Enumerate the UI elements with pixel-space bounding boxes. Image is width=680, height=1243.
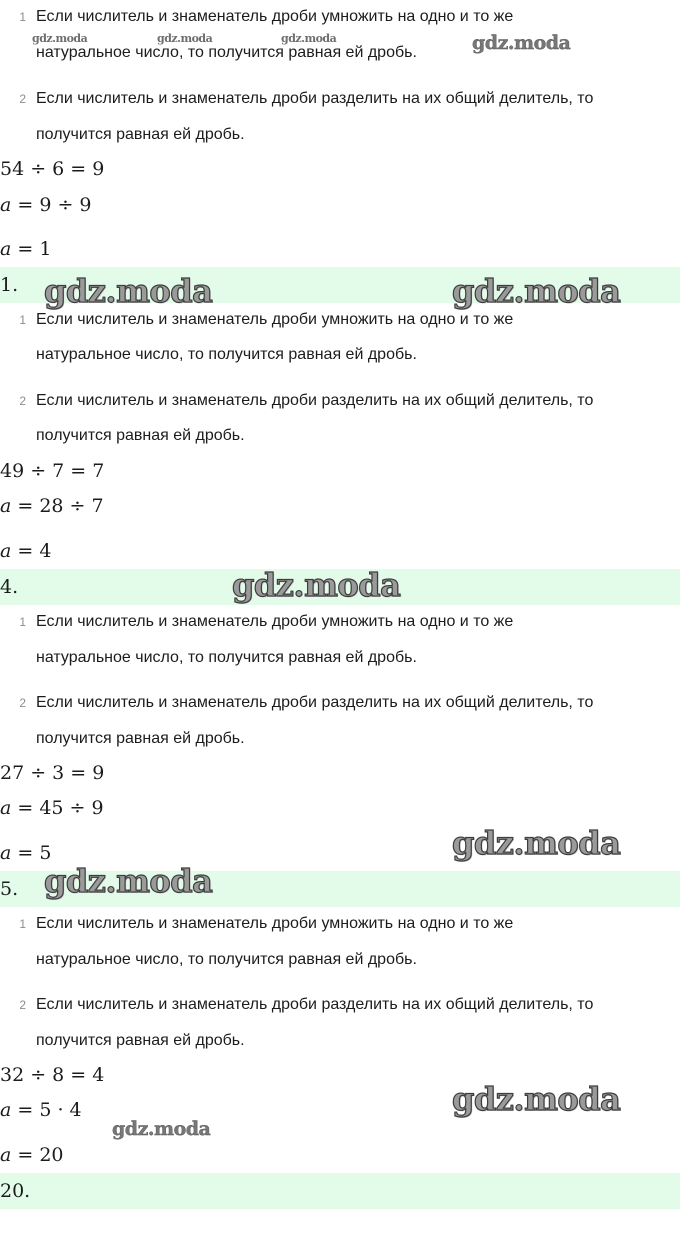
math-expression: = 5 · 4 <box>17 1099 82 1121</box>
rule-text: Если числитель и знаменатель дроби разделить на их общий делитель, то <box>36 694 594 711</box>
answer-label: 5. <box>0 878 19 900</box>
math-variable: a <box>0 842 12 864</box>
rule-number: 2 <box>19 998 26 1012</box>
math-expression: = 1 <box>17 238 52 260</box>
watermark: gdz.moda <box>44 862 213 900</box>
math-line: 54 ÷ 6 = 9 <box>0 158 105 180</box>
math-variable: a <box>0 495 12 517</box>
watermark: gdz.moda <box>472 32 571 54</box>
math-line: 32 ÷ 8 = 4 <box>0 1064 105 1086</box>
rule-text: Если числитель и знаменатель дроби разделить на их общий делитель, то <box>36 90 594 107</box>
math-line <box>0 194 92 216</box>
math-variable: a <box>0 238 12 260</box>
rule-text: получится равная ей дробь. <box>36 1032 245 1049</box>
answer-label: 1. <box>0 274 19 296</box>
rule-text: Если числитель и знаменатель дроби разделить на их общий делитель, то <box>36 392 594 409</box>
rule-text: Если числитель и знаменатель дроби умножить на одно и то же <box>36 311 514 328</box>
math-variable: a <box>0 1144 12 1166</box>
math-line: 49 ÷ 7 = 7 <box>0 460 105 482</box>
math-line <box>0 238 51 260</box>
rule-text: получится равная ей дробь. <box>36 730 245 747</box>
rule-number: 1 <box>19 313 26 327</box>
watermark: gdz.moda <box>281 32 337 45</box>
math-expression: = 28 ÷ 7 <box>17 495 104 517</box>
watermark: gdz.moda <box>452 272 621 310</box>
rule-number: 1 <box>19 917 26 931</box>
math-variable: a <box>0 194 12 216</box>
rule-text: получится равная ей дробь. <box>36 427 245 444</box>
watermark: gdz.moda <box>232 566 401 604</box>
answer-band <box>0 1173 680 1209</box>
answer-label: 20. <box>0 1180 31 1202</box>
answer-label: 4. <box>0 576 19 598</box>
math-expression: = 4 <box>17 540 52 562</box>
rule-number: 2 <box>19 92 26 106</box>
math-expression: = 9 ÷ 9 <box>17 194 92 216</box>
watermark: gdz.moda <box>44 272 213 310</box>
rule-number: 1 <box>19 615 26 629</box>
math-variable: a <box>0 540 12 562</box>
watermark: gdz.moda <box>452 1080 621 1118</box>
math-line <box>0 842 51 864</box>
watermark: gdz.moda <box>112 1118 211 1140</box>
rule-number: 2 <box>19 394 26 408</box>
rule-number: 2 <box>19 696 26 710</box>
math-line <box>0 495 104 517</box>
math-expression: = 20 <box>17 1144 64 1166</box>
rule-text: получится равная ей дробь. <box>36 126 245 143</box>
math-expression: = 45 ÷ 9 <box>17 797 104 819</box>
rule-text: Если числитель и знаменатель дроби умножить на одно и то же <box>36 915 514 932</box>
rule-text: натуральное число, то получится равная ей дробь. <box>36 649 417 666</box>
math-line <box>0 540 51 562</box>
rule-text: натуральное число, то получится равная ей дробь. <box>36 951 417 968</box>
rule-text: Если числитель и знаменатель дроби разделить на их общий делитель, то <box>36 996 594 1013</box>
math-line: 27 ÷ 3 = 9 <box>0 762 105 784</box>
math-line <box>0 1144 64 1166</box>
watermark: gdz.moda <box>452 824 621 862</box>
math-variable: a <box>0 797 12 819</box>
watermark: gdz.moda <box>32 32 88 45</box>
rule-text: натуральное число, то получится равная ей дробь. <box>36 44 417 61</box>
math-line <box>0 1099 82 1121</box>
rule-text: Если числитель и знаменатель дроби умножить на одно и то же <box>36 8 514 25</box>
math-line <box>0 797 104 819</box>
rule-number: 1 <box>19 10 26 24</box>
math-expression: = 5 <box>17 842 52 864</box>
watermark: gdz.moda <box>157 32 213 45</box>
math-variable: a <box>0 1099 12 1121</box>
rule-text: Если числитель и знаменатель дроби умножить на одно и то же <box>36 613 514 630</box>
rule-text: натуральное число, то получится равная ей дробь. <box>36 346 417 363</box>
